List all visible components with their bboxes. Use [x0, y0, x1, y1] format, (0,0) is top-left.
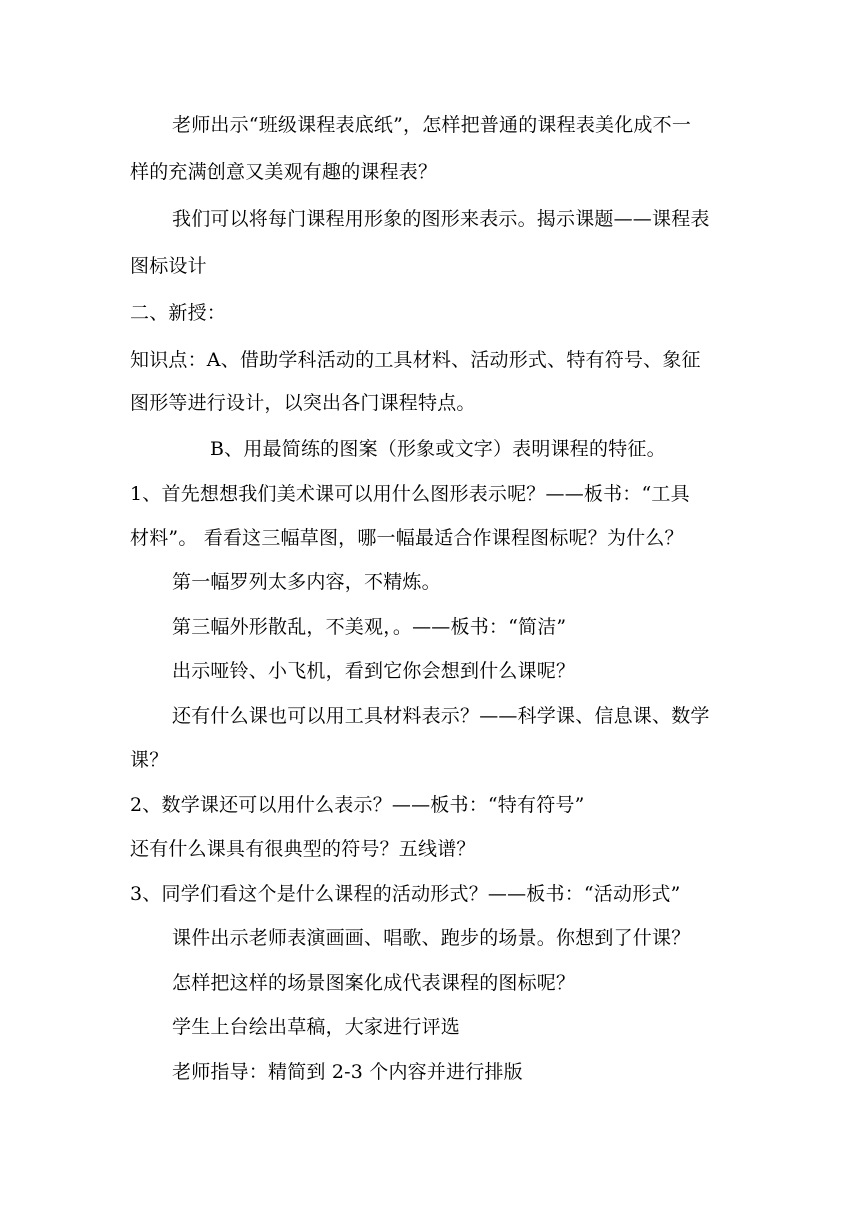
paragraph-line-15: 课？ [130, 749, 169, 771]
paragraph-line-8: B、用最简练的图案（形象或文字）表明课程的特征。 [210, 438, 666, 460]
paragraph-line-6: 知识点：A、借助学科活动的工具材料、活动形式、特有符号、象征 [130, 349, 701, 371]
paragraph-line-3: 我们可以将每门课程用形象的图形来表示。揭示课题——课程表 [172, 208, 710, 230]
paragraph-line-22: 老师指导：精简到 2-3 个内容并进行排版 [172, 1061, 523, 1083]
paragraph-line-20: 怎样把这样的场景图案化成代表课程的图标呢？ [172, 972, 576, 994]
paragraph-line-4: 图标设计 [130, 255, 207, 277]
paragraph-line-13: 出示哑铃、小飞机，看到它你会想到什么课呢？ [172, 660, 576, 682]
paragraph-line-2: 样的充满创意又美观有趣的课程表？ [130, 161, 438, 183]
paragraph-line-12: 第三幅外形散乱，不美观，。——板书：“简洁” [172, 616, 567, 638]
paragraph-line-18: 3、同学们看这个是什么课程的活动形式？——板书：“活动形式” [130, 883, 681, 905]
paragraph-line-16: 2、数学课还可以用什么表示？——板书：“特有符号” [130, 794, 585, 816]
paragraph-line-10: 材料”。 看看这三幅草图，哪一幅最适合作课程图标呢？为什么？ [130, 527, 684, 549]
paragraph-line-11: 第一幅罗列太多内容，不精炼。 [172, 571, 441, 593]
paragraph-line-1: 老师出示“班级课程表底纸”，怎样把普通的课程表美化成不一 [172, 114, 692, 136]
paragraph-line-14: 还有什么课也可以用工具材料表示？——科学课、信息课、数学 [172, 705, 710, 727]
section-heading: 二、新授： [130, 302, 227, 324]
paragraph-line-9: 1、首先想想我们美术课可以用什么图形表示呢？——板书：“工具 [130, 483, 690, 505]
paragraph-line-7: 图形等进行设计，以突出各门课程特点。 [130, 392, 476, 414]
paragraph-line-17: 还有什么课具有很典型的符号？五线谱？ [130, 838, 476, 860]
paragraph-line-21: 学生上台绘出草稿，大家进行评选 [172, 1016, 461, 1038]
paragraph-line-19: 课件出示老师表演画画、唱歌、跑步的场景。你想到了什课？ [172, 927, 691, 949]
